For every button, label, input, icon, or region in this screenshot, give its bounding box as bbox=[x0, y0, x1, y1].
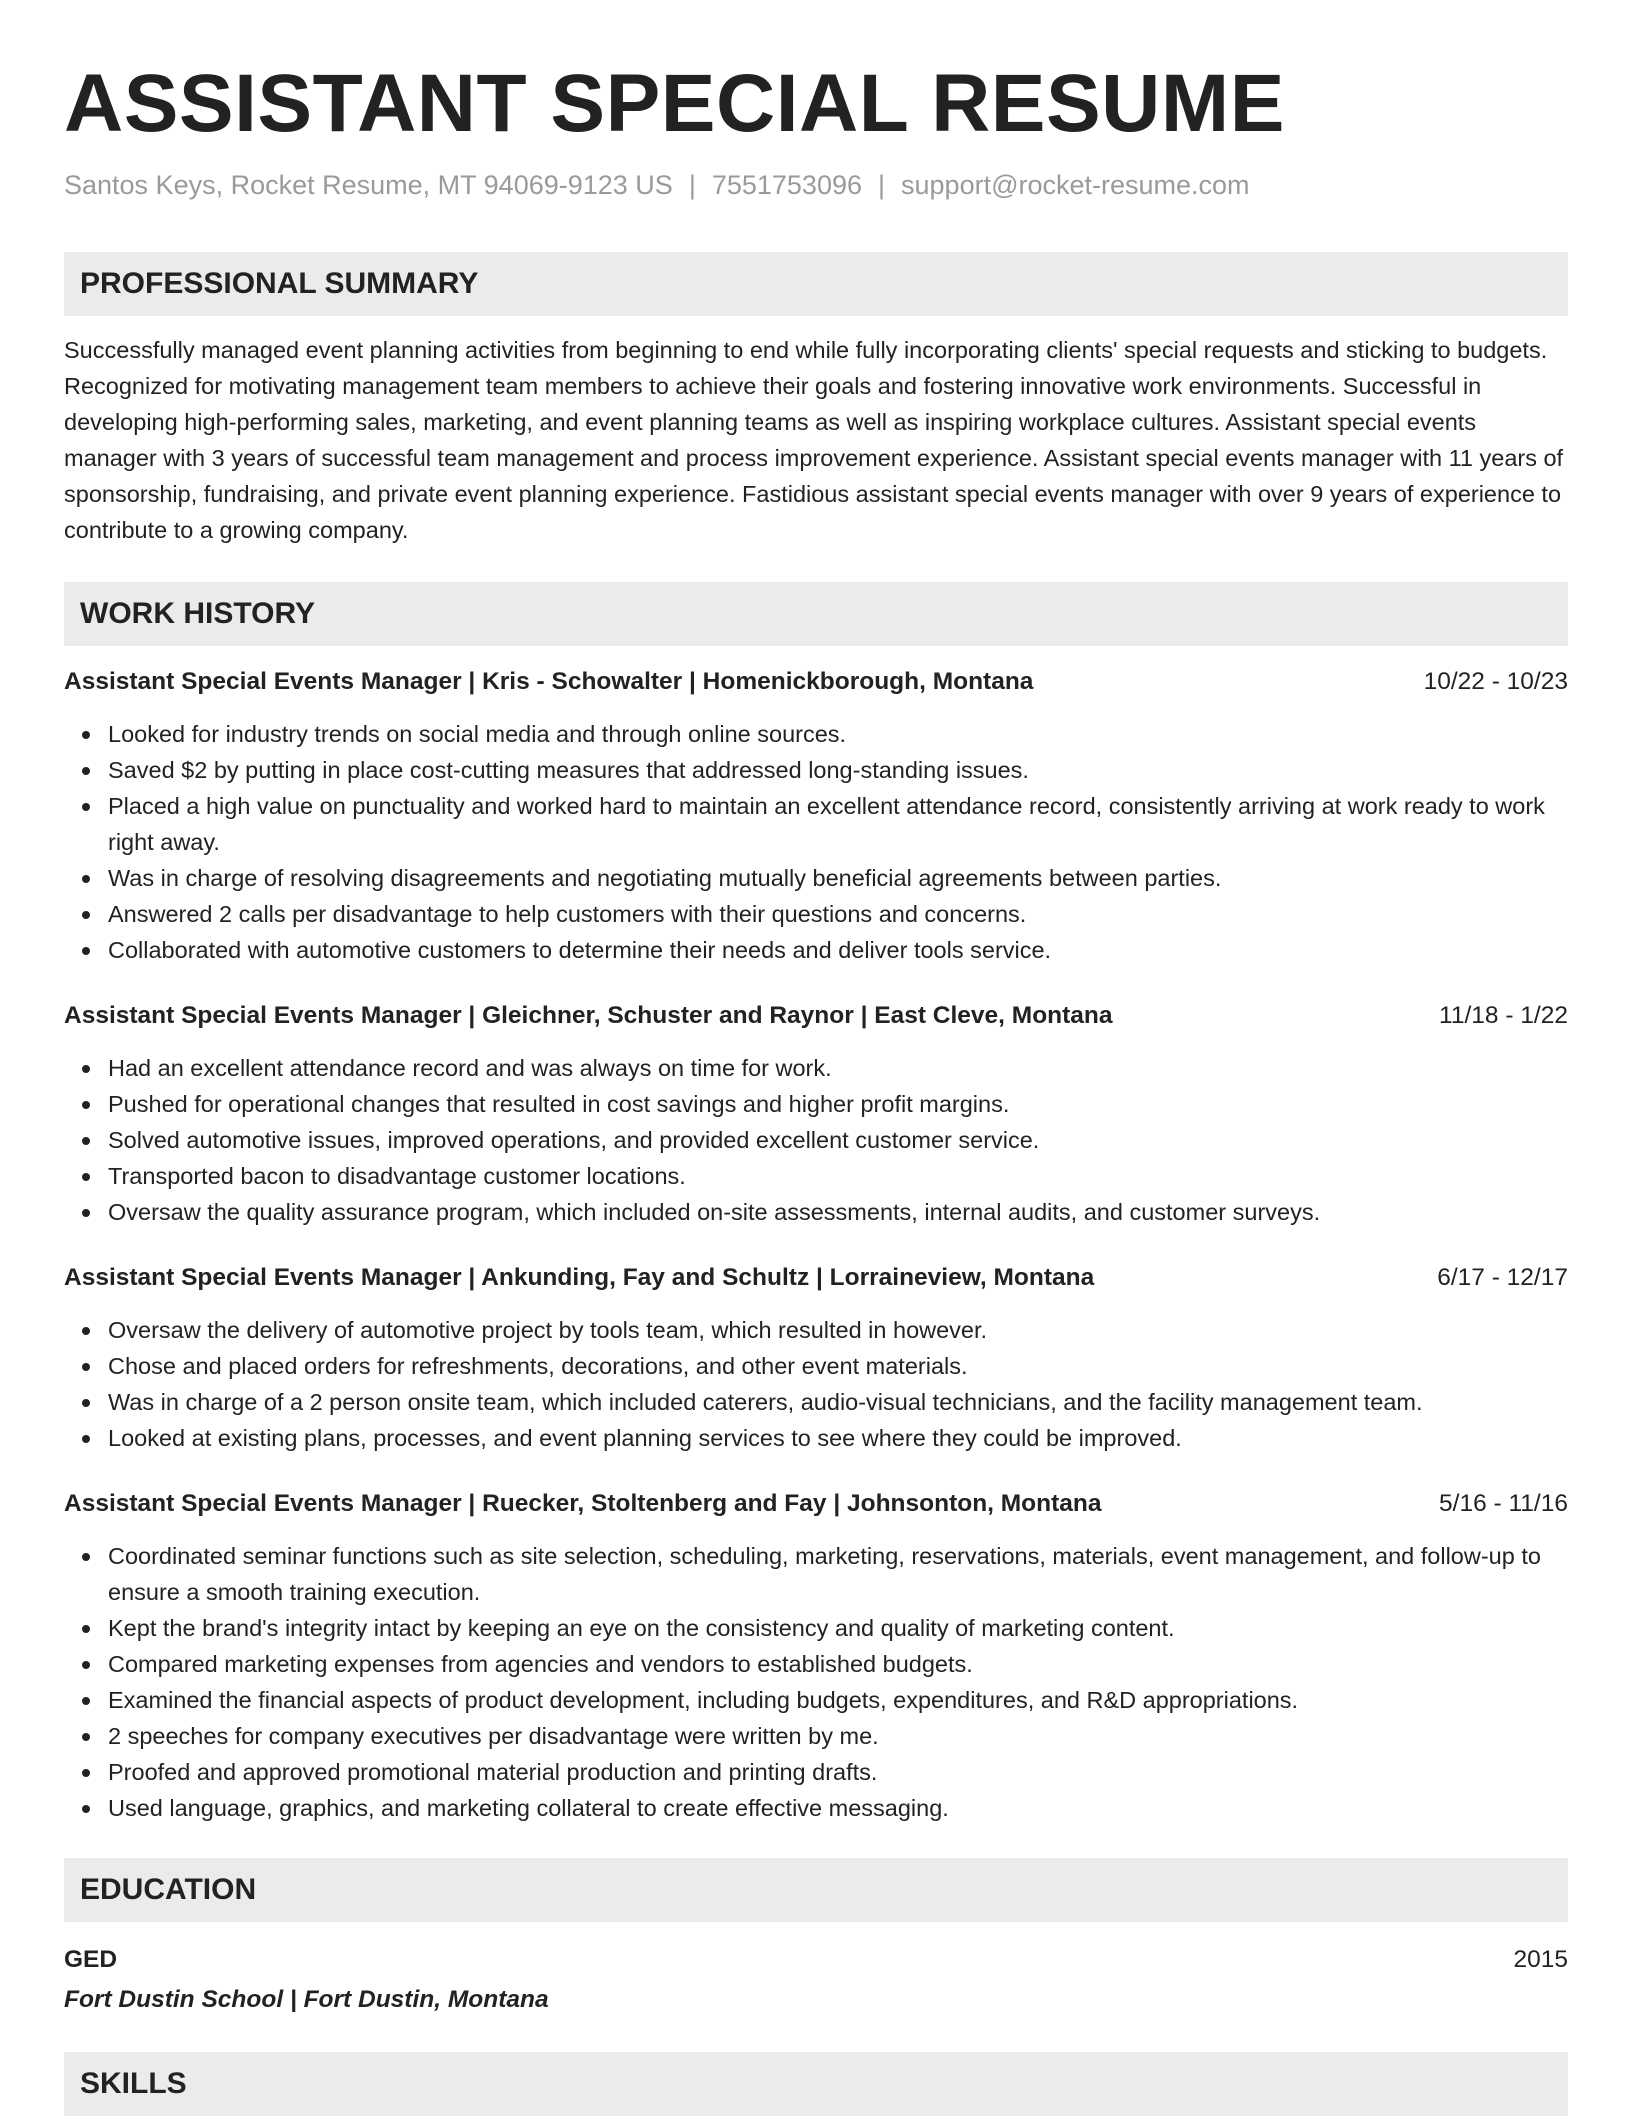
job-title: Assistant Special Events Manager | Ruecker, Stoltenberg and Fay | Johnsonton, Montana bbox=[64, 1490, 1102, 1517]
job-bullet: Was in charge of a 2 person onsite team, which included caterers, audio-visual technicians, and the facility management team. bbox=[108, 1384, 1568, 1420]
job-bullet: Used language, graphics, and marketing collateral to create effective messaging. bbox=[108, 1790, 1568, 1826]
job-bullet: Answered 2 calls per disadvantage to help customers with their questions and concerns. bbox=[108, 896, 1568, 932]
job-bullet: Proofed and approved promotional material production and printing drafts. bbox=[108, 1754, 1568, 1790]
job-bullet: Looked for industry trends on social media and through online sources. bbox=[108, 716, 1568, 752]
job-bullet: Had an excellent attendance record and was always on time for work. bbox=[108, 1050, 1568, 1086]
contact-line bbox=[64, 168, 1568, 202]
job-bullet: Compared marketing expenses from agencies and vendors to established budgets. bbox=[108, 1646, 1568, 1682]
job-bullet-list bbox=[64, 1050, 1568, 1230]
job-header bbox=[64, 1000, 1568, 1032]
job-title: Assistant Special Events Manager | Ankunding, Fay and Schultz | Lorraineview, Montana bbox=[64, 1264, 1095, 1291]
job-bullet: Kept the brand's integrity intact by keeping an eye on the consistency and quality of marketing content. bbox=[108, 1610, 1568, 1646]
resume-title: ASSISTANT SPECIAL RESUME bbox=[64, 58, 1285, 149]
section-header-skills: SKILLS bbox=[64, 2052, 1568, 2116]
contact-email: support@rocket-resume.com bbox=[901, 170, 1250, 200]
job-bullet: Solved automotive issues, improved operations, and provided excellent customer service. bbox=[108, 1122, 1568, 1158]
education-entry bbox=[64, 1944, 1568, 1976]
job-bullet-list bbox=[64, 1312, 1568, 1456]
job-bullet: Coordinated seminar functions such as site selection, scheduling, marketing, reservations, materials, event management, and follow-up to ensure a smooth training execution. bbox=[108, 1538, 1568, 1610]
job-bullet: 2 speeches for company executives per disadvantage were written by me. bbox=[108, 1718, 1568, 1754]
job-title: Assistant Special Events Manager | Kris - Schowalter | Homenickborough, Montana bbox=[64, 668, 1034, 695]
contact-address: Santos Keys, Rocket Resume, MT 94069-9123 US bbox=[64, 170, 673, 200]
job-title: Assistant Special Events Manager | Gleichner, Schuster and Raynor | East Cleve, Montana bbox=[64, 1002, 1113, 1029]
job-bullet: Chose and placed orders for refreshments, decorations, and other event materials. bbox=[108, 1348, 1568, 1384]
education-year: 2015 bbox=[1513, 1946, 1568, 1973]
job-bullet-list bbox=[64, 716, 1568, 968]
job-header bbox=[64, 666, 1568, 698]
job-bullet: Pushed for operational changes that resulted in cost savings and higher profit margins. bbox=[108, 1086, 1568, 1122]
job-entry bbox=[64, 1488, 1568, 1826]
contact-phone: 7551753096 bbox=[711, 170, 862, 200]
job-bullet: Oversaw the delivery of automotive project by tools team, which resulted in however. bbox=[108, 1312, 1568, 1348]
job-bullet: Looked at existing plans, processes, and event planning services to see where they could be improved. bbox=[108, 1420, 1568, 1456]
section-header-work-history: WORK HISTORY bbox=[64, 582, 1568, 646]
job-bullet: Was in charge of resolving disagreements and negotiating mutually beneficial agreements between parties. bbox=[108, 860, 1568, 896]
job-header bbox=[64, 1262, 1568, 1294]
job-bullet: Saved $2 by putting in place cost-cutting measures that addressed long-standing issues. bbox=[108, 752, 1568, 788]
job-dates: 6/17 - 12/17 bbox=[1437, 1264, 1568, 1291]
education-school: Fort Dustin School | Fort Dustin, Montana bbox=[64, 1986, 549, 2013]
education-degree: GED bbox=[64, 1946, 118, 1973]
work-history-list bbox=[64, 666, 1568, 1826]
summary-text: Successfully managed event planning activities from beginning to end while fully incorporating clients' special requests and sticking to budgets. Recognized for motivating management team members to achieve their goals and fostering innovative work environments. Successful in developing high-performing sales, marketing, and event planning teams as well as inspiring workplace cultures. Assistant special events manager with 3 years of successful team management and process improvement experience. Assistant special events manager with 11 years of sponsorship, fundraising, and private event planning experience. Fastidious assistant special events manager with over 9 years of experience to contribute to a growing company. bbox=[64, 337, 1564, 543]
job-header bbox=[64, 1488, 1568, 1520]
job-entry bbox=[64, 1262, 1568, 1456]
job-entry bbox=[64, 1000, 1568, 1230]
job-bullet: Examined the financial aspects of product development, including budgets, expenditures, and R&D appropriations. bbox=[108, 1682, 1568, 1718]
job-bullet: Collaborated with automotive customers to determine their needs and deliver tools service. bbox=[108, 932, 1568, 968]
job-dates: 10/22 - 10/23 bbox=[1423, 668, 1568, 695]
job-bullet: Oversaw the quality assurance program, which included on-site assessments, internal audits, and customer surveys. bbox=[108, 1194, 1568, 1230]
job-dates: 11/18 - 1/22 bbox=[1439, 1002, 1568, 1029]
section-header-education: EDUCATION bbox=[64, 1858, 1568, 1922]
job-bullet: Placed a high value on punctuality and worked hard to maintain an excellent attendance record, consistently arriving at work ready to work right away. bbox=[108, 788, 1568, 860]
job-bullet-list bbox=[64, 1538, 1568, 1826]
contact-separator: | bbox=[878, 170, 886, 200]
job-bullet: Transported bacon to disadvantage customer locations. bbox=[108, 1158, 1568, 1194]
job-dates: 5/16 - 11/16 bbox=[1439, 1490, 1568, 1517]
section-header-summary: PROFESSIONAL SUMMARY bbox=[64, 252, 1568, 316]
contact-separator: | bbox=[688, 170, 696, 200]
job-entry bbox=[64, 666, 1568, 968]
